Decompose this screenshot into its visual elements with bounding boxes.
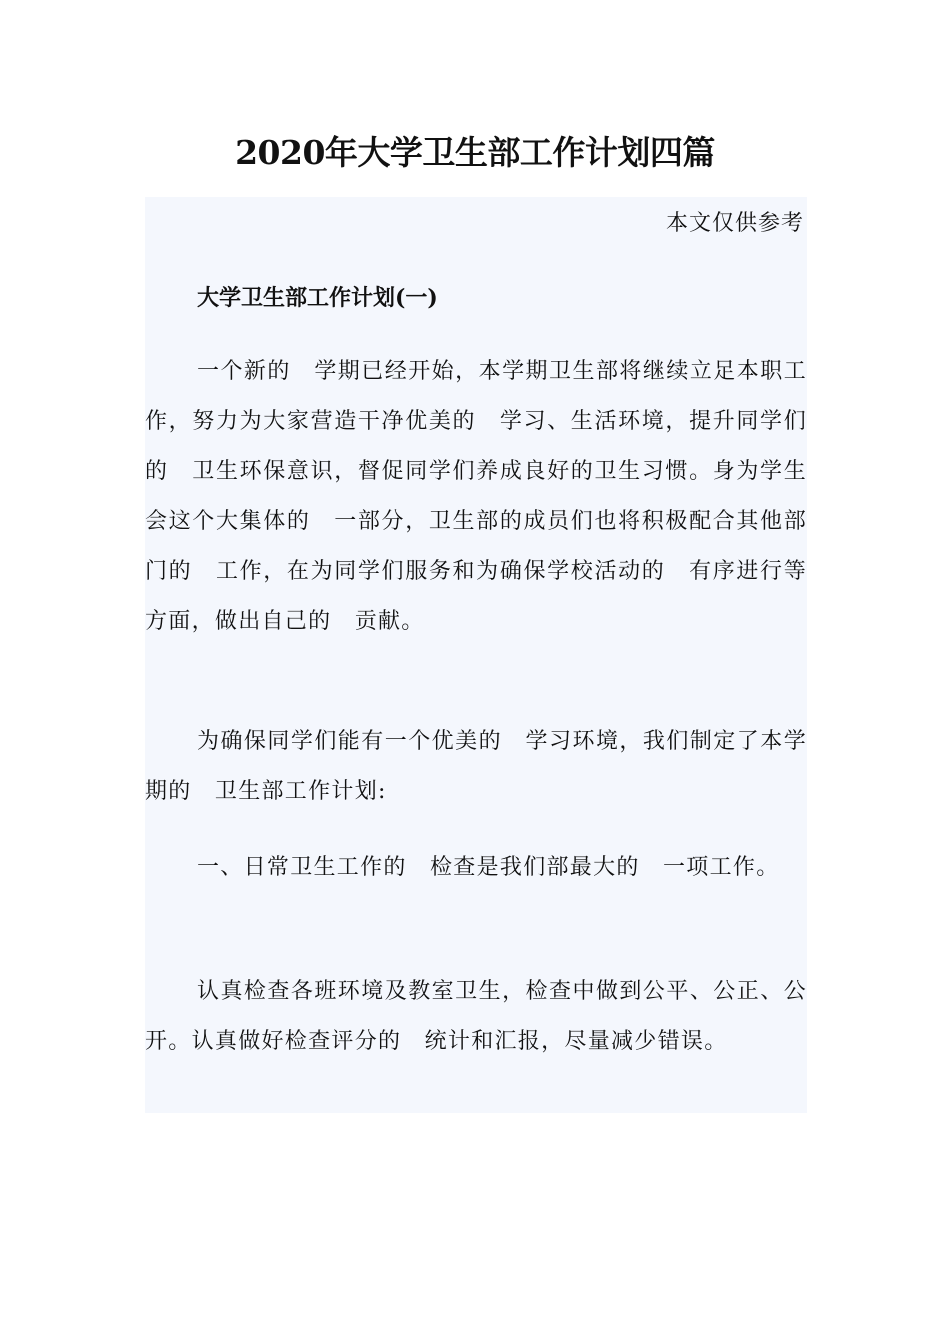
paragraph: 认真检查各班环境及教室卫生，检查中做到公平、公正、公开。认真做好检查评分的 统计和汇报，尽量减少错误。 — [145, 979, 807, 1054]
paragraph: 一个新的 学期已经开始，本学期卫生部将继续立足本职工作，努力为大家营造干净优美的 学习、生活环境，提升同学们的 卫生环保意识，督促同学们养成良好的卫生习惯。身为学生会这个大集体的 一部分，卫生部的成员们也将积极配合其他部门的 工作，在为同学们服务和为确保学校活动的 有序进行等方面，做出自己的 贡献。 — [145, 359, 807, 634]
document-title: 2020年大学卫生部工作计划四篇 — [235, 133, 715, 172]
section-heading: 大学卫生部工作计划(一) — [197, 285, 438, 311]
disclaimer-note: 本文仅供参考 — [665, 211, 804, 236]
paragraph: 为确保同学们能有一个优美的 学习环境，我们制定了本学期的 卫生部工作计划: — [145, 729, 807, 804]
document-body — [145, 197, 807, 1113]
paragraph: 一、日常卫生工作的 检查是我们部最大的 一项工作。 — [197, 855, 780, 880]
